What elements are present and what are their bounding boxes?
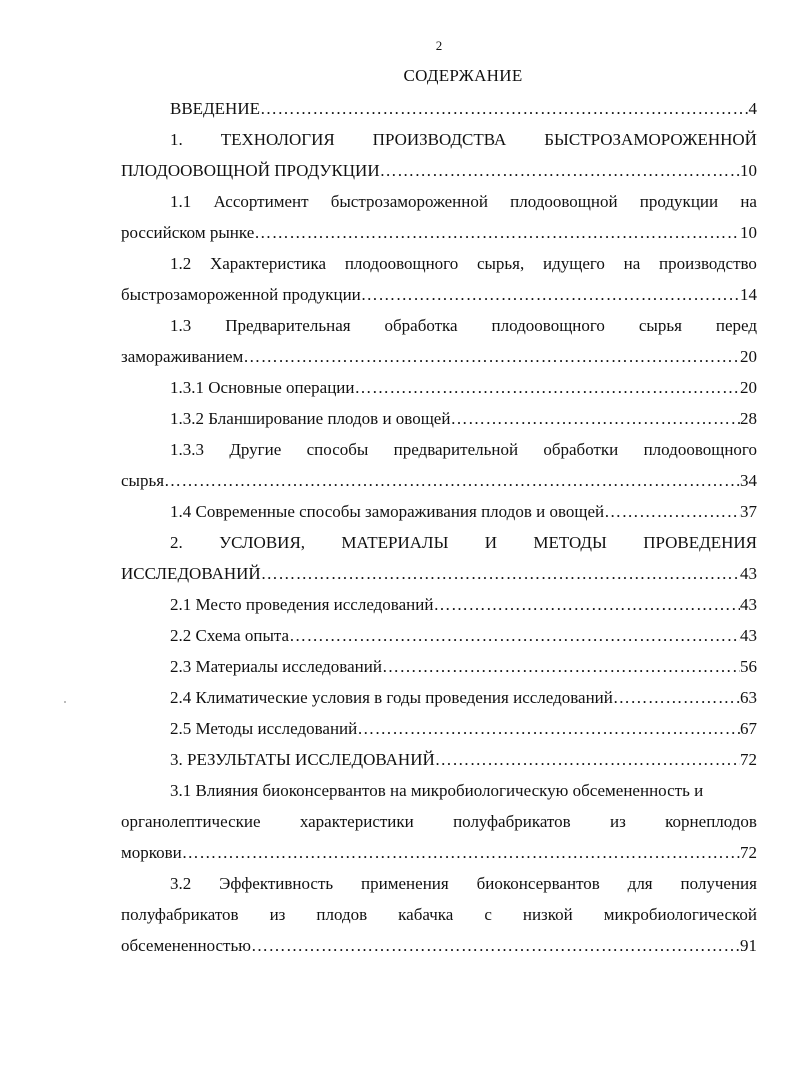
toc-entry-chapter-1[interactable]: 1. ТЕХНОЛОГИЯ ПРОИЗВОДСТВА БЫСТРОЗАМОРОЖЕННОЙ bbox=[170, 130, 757, 149]
toc-entry-3-2-mid[interactable]: полуфабрикатов из плодов кабачка с низкой микробиологической bbox=[121, 905, 757, 924]
toc-title: СОДЕРЖАНИЕ bbox=[403, 66, 523, 85]
scan-speck bbox=[64, 701, 66, 703]
toc-entry-3-1[interactable]: 3.1 Влияния биоконсервантов на микробиологическую обсемененность и bbox=[170, 781, 704, 800]
toc-entry-1-3-2[interactable]: 1.3.2 Бланширование плодов и овощей …………………………………………………………………………………………………………………………………………………………………………………… 28 bbox=[121, 403, 757, 434]
toc-entry-1-3-3[interactable]: 1.3.3 Другие способы предварительной обработки плодоовощного bbox=[170, 440, 757, 459]
toc-entry-3-1-mid[interactable]: органолептические характеристики полуфабрикатов из корнеплодов bbox=[121, 812, 757, 831]
toc-entry-chapter-2-cont[interactable]: ИССЛЕДОВАНИЙ …………………………………………………………………………………………………………………………………………………………………………………… 43 bbox=[121, 558, 757, 589]
toc-entry-3-2-cont[interactable]: обсемененностью …………………………………………………………………………………………………………………………………………………………………………………… 91 bbox=[121, 930, 757, 961]
toc-entry-1-4[interactable]: 1.4 Современные способы замораживания плодов и овощей …………………………………………………………………………………………………………………………………………………………………………………… 37 bbox=[121, 496, 757, 527]
toc-entry-1-2[interactable]: 1.2 Характеристика плодоовощного сырья, идущего на производство bbox=[170, 254, 757, 273]
toc-entry-3-1-cont[interactable]: моркови …………………………………………………………………………………………………………………………………………………………………………………… 72 bbox=[121, 837, 757, 868]
toc-entry-1-3-cont[interactable]: замораживанием …………………………………………………………………………………………………………………………………………………………………………………… 20 bbox=[121, 341, 757, 372]
toc-entry-3-2[interactable]: 3.2 Эффективность применения биоконсервантов для получения bbox=[170, 874, 757, 893]
toc-entry-1-2-cont[interactable]: быстрозамороженной продукции …………………………………………………………………………………………………………………………………………………………………………………… 14 bbox=[121, 279, 757, 310]
toc-entry-chapter-2[interactable]: 2. УСЛОВИЯ, МАТЕРИАЛЫ И МЕТОДЫ ПРОВЕДЕНИЯ bbox=[170, 533, 757, 552]
toc-entry-chapter-3[interactable]: 3. РЕЗУЛЬТАТЫ ИССЛЕДОВАНИЙ …………………………………………………………………………………………………………………………………………………………………………………… 72 bbox=[121, 744, 757, 775]
toc-entry-2-2[interactable]: 2.2 Схема опыта …………………………………………………………………………………………………………………………………………………………………………………… 43 bbox=[121, 620, 757, 651]
toc-entry-1-1-cont[interactable]: российском рынке …………………………………………………………………………………………………………………………………………………………………………………… 10 bbox=[121, 217, 757, 248]
toc-entry-intro[interactable]: ВВЕДЕНИЕ …………………………………………………………………………………………………………………………………………………………………………………… 4 bbox=[121, 93, 757, 124]
toc-entry-1-1[interactable]: 1.1 Ассортимент быстрозамороженной плодоовощной продукции на bbox=[170, 192, 757, 211]
toc-entry-2-3[interactable]: 2.3 Материалы исследований …………………………………………………………………………………………………………………………………………………………………………………… 56 bbox=[121, 651, 757, 682]
toc-entry-2-4[interactable]: 2.4 Климатические условия в годы проведения исследований …………………………………………………………………………………………………………………………………………………………………………………… 63 bbox=[121, 682, 757, 713]
toc-entry-1-3[interactable]: 1.3 Предварительная обработка плодоовощного сырья перед bbox=[170, 316, 757, 335]
toc-entry-1-3-1[interactable]: 1.3.1 Основные операции …………………………………………………………………………………………………………………………………………………………………………………… 20 bbox=[121, 372, 757, 403]
page-number: 2 bbox=[435, 38, 443, 53]
toc-entry-chapter-1-cont[interactable]: ПЛОДООВОЩНОЙ ПРОДУКЦИИ …………………………………………………………………………………………………………………………………………………………………………………… 10 bbox=[121, 155, 757, 186]
table-of-contents bbox=[121, 93, 757, 961]
toc-entry-1-3-3-cont[interactable]: сырья …………………………………………………………………………………………………………………………………………………………………………………… 34 bbox=[121, 465, 757, 496]
toc-entry-2-1[interactable]: 2.1 Место проведения исследований …………………………………………………………………………………………………………………………………………………………………………………… 43 bbox=[121, 589, 757, 620]
toc-entry-2-5[interactable]: 2.5 Методы исследований …………………………………………………………………………………………………………………………………………………………………………………… 67 bbox=[121, 713, 757, 744]
